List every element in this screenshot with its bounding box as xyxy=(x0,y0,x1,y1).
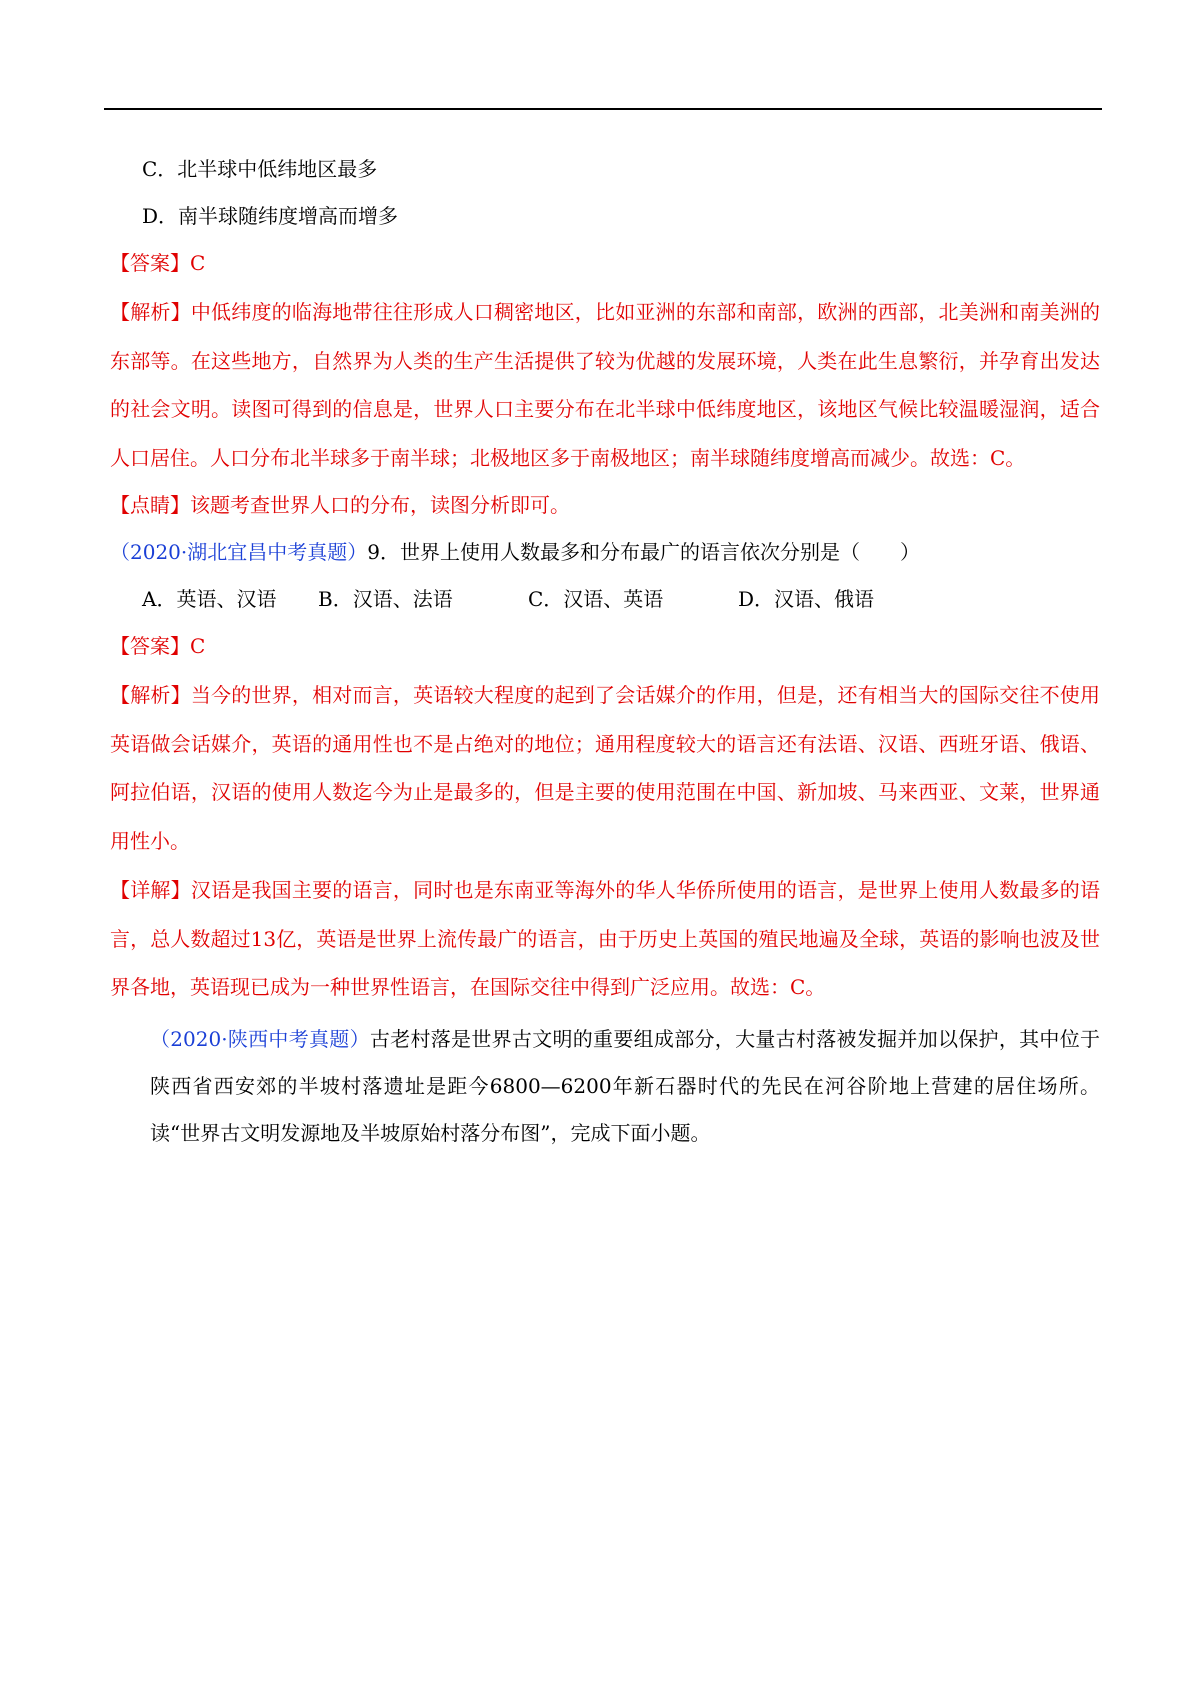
q9-options xyxy=(110,576,1100,623)
q8-option-d: D．南半球随纬度增高而增多 xyxy=(142,204,399,228)
header-rule xyxy=(104,108,1102,110)
shaanxi-paragraph xyxy=(110,1016,1100,1157)
analysis-text: 中低纬度的临海地带往往形成人口稠密地区，比如亚洲的东部和南部，欧洲的西部，北美洲和南美洲的东部等。在这些地方，自然界为人类的生产生活提供了较为优越的发展环境，人类在此生息繁衍，并孕育出发达的社会文明。读图可得到的信息是，世界人口主要分布在北半球中低纬度地区，该地区气候比较温暖湿润，适合人口居住。人口分布北半球多于南半球；北极地区多于南极地区；南半球随纬度增高而减少。故选：C。 xyxy=(110,300,1101,470)
answer-value: C xyxy=(190,251,206,275)
comment-text: 该题考查世界人口的分布，读图分析即可。 xyxy=(190,493,570,517)
analysis-label: 【解析】 xyxy=(110,300,191,324)
analysis-label: 【解析】 xyxy=(110,683,191,707)
comment-label: 【点睛】 xyxy=(110,493,190,517)
detail-text: 汉语是我国主要的语言，同时也是东南亚等海外的华人华侨所使用的语言，是世界上使用人数最多的语言，总人数超过13亿，英语是世界上流传最广的语言，由于历史上英国的殖民地遍及全球，英语的影响也波及世界各地，英语现已成为一种世界性语言，在国际交往中得到广泛应用。故选：C。 xyxy=(110,878,1101,999)
q9-option-b: B．汉语、法语 xyxy=(318,587,453,611)
q9-stem: 9．世界上使用人数最多和分布最广的语言依次分别是（ ） xyxy=(367,540,920,564)
q8-comment xyxy=(110,482,1100,529)
page-content xyxy=(110,146,1100,1157)
answer-value: C xyxy=(190,634,206,658)
q9-analysis xyxy=(110,671,1100,865)
q8-option-c: C．北半球中低纬地区最多 xyxy=(142,157,378,181)
shaanxi-text: 古老村落是世界古文明的重要组成部分，大量古村落被发掘并加以保护，其中位于陕西省西安郊的半坡村落遗址是距今6800—6200年新石器时代的先民在河谷阶地上营建的居住场所。读“世界古文明发源地及半坡原始村落分布图”，完成下面小题。 xyxy=(150,1026,1101,1145)
q9-stem-line xyxy=(110,529,1100,576)
shaanxi-material xyxy=(110,1016,1100,1157)
detail-label: 【详解】 xyxy=(110,878,191,902)
q9-option-a: A．英语、汉语 xyxy=(142,587,277,611)
q9-answer xyxy=(110,623,1100,670)
answer-label: 【答案】 xyxy=(110,634,190,658)
analysis-text: 当今的世界，相对而言，英语较大程度的起到了会话媒介的作用，但是，还有相当大的国际交往不使用英语做会话媒介，英语的通用性也不是占绝对的地位；通用程度较大的语言还有法语、汉语、西班牙语、俄语、阿拉伯语，汉语的使用人数迄今为止是最多的，但是主要的使用范围在中国、新加坡、马来西亚、文莱，世界通用性小。 xyxy=(110,683,1101,853)
q9-detail xyxy=(110,866,1100,1012)
q9-option-d: D．汉语、俄语 xyxy=(738,587,875,611)
q9-option-c: C．汉语、英语 xyxy=(528,587,664,611)
q9-source: （2020·湖北宜昌中考真题） xyxy=(110,540,368,564)
q8-answer xyxy=(110,240,1100,287)
shaanxi-source: （2020·陕西中考真题） xyxy=(150,1026,370,1051)
q8-analysis xyxy=(110,288,1100,482)
answer-label: 【答案】 xyxy=(110,251,190,275)
